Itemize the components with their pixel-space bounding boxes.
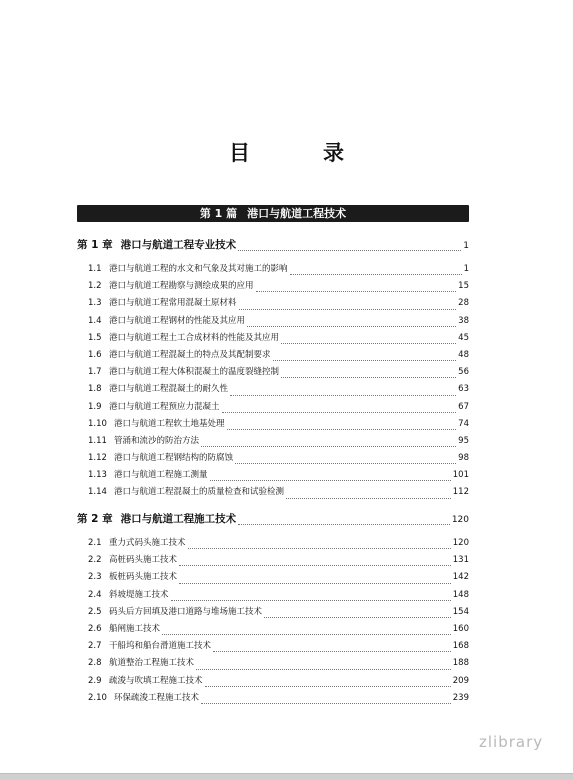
section-title: 港口与航道工程大体积混凝土的温度裂缝控制	[109, 367, 280, 378]
section-title: 板桩码头施工技术	[109, 572, 178, 583]
toc-section-item[interactable]	[77, 278, 469, 295]
chapter-page: 120	[451, 515, 469, 525]
leader-dots	[201, 445, 456, 447]
toc-section-item[interactable]	[77, 621, 469, 638]
section-title: 港口与航道工程施工测量	[114, 470, 208, 481]
section-number: 1.9	[88, 401, 102, 412]
section-page: 112	[452, 487, 469, 498]
toc-section-item[interactable]	[77, 261, 469, 278]
section-page: 95	[458, 435, 469, 446]
toc-section-item[interactable]	[77, 416, 469, 433]
part-label: 第 1 篇	[199, 207, 238, 220]
toc-section-item[interactable]	[77, 535, 469, 552]
toc-chapter-1	[77, 236, 469, 502]
section-number: 1.11	[88, 435, 107, 446]
section-title: 管涌和流沙的防治方法	[114, 435, 200, 446]
section-page: 28	[458, 298, 469, 309]
toc-section-item[interactable]	[77, 313, 469, 330]
section-page: 148	[452, 589, 469, 600]
section-number: 1.8	[88, 384, 102, 395]
toc-section-item[interactable]	[77, 690, 469, 707]
leader-dots	[281, 342, 456, 344]
section-title: 码头后方回填及港口道路与堆场施工技术	[109, 606, 263, 617]
section-number: 2.3	[88, 572, 102, 583]
section-number: 1.14	[88, 487, 107, 498]
leader-dots	[205, 685, 451, 687]
leader-dots	[188, 547, 451, 549]
toc-section-item[interactable]	[77, 587, 469, 604]
page-title: 目 录	[229, 140, 370, 165]
section-title: 港口与航道工程混凝土的特点及其配制要求	[109, 349, 271, 360]
section-page: 1	[463, 264, 469, 274]
leader-dots	[196, 668, 451, 670]
toc-section-item[interactable]	[77, 381, 469, 398]
section-page: 209	[452, 675, 469, 686]
toc-section-item[interactable]	[77, 484, 469, 501]
toc-section-item[interactable]	[77, 655, 469, 672]
leader-dots	[239, 308, 457, 310]
leader-dots	[238, 523, 450, 525]
toc-chapter-heading[interactable]	[77, 236, 469, 254]
section-page: 101	[452, 470, 469, 481]
section-page: 63	[458, 384, 469, 395]
section-title: 港口与航道工程常用混凝土原材料	[109, 298, 237, 309]
leader-dots	[264, 616, 451, 618]
section-title: 港口与航道工程预应力混凝土	[109, 401, 220, 412]
leader-dots	[179, 582, 451, 584]
section-title: 干船坞和船台滑道施工技术	[109, 641, 212, 652]
section-page: 48	[458, 349, 469, 360]
chapter-title: 港口与航道工程专业技术	[120, 239, 237, 251]
leader-dots	[238, 249, 461, 251]
section-title: 港口与航道工程土工合成材料的性能及其应用	[109, 332, 280, 343]
section-title: 疏浚与吹填工程施工技术	[109, 675, 203, 686]
section-page: 188	[452, 658, 469, 669]
section-number: 2.1	[88, 538, 102, 548]
section-number: 2.2	[88, 555, 102, 566]
section-number: 1.7	[88, 367, 102, 378]
section-page: 56	[458, 367, 469, 378]
leader-dots	[273, 359, 457, 361]
toc-section-list	[77, 261, 469, 502]
toc-chapter-2	[77, 510, 469, 707]
leader-dots	[281, 376, 456, 378]
toc-section-item[interactable]	[77, 295, 469, 312]
section-page: 239	[452, 692, 469, 703]
leader-dots	[162, 633, 451, 635]
section-page: 74	[458, 418, 469, 429]
section-title: 港口与航道工程软土地基处理	[114, 418, 225, 429]
toc-section-item[interactable]	[77, 604, 469, 621]
section-number: 2.7	[88, 641, 102, 652]
part-name: 港口与航道工程技术	[247, 207, 347, 220]
part-heading-bar	[77, 205, 469, 222]
leader-dots	[290, 273, 462, 275]
toc-section-item[interactable]	[77, 569, 469, 586]
section-page: 168	[452, 641, 469, 652]
section-page: 98	[458, 453, 469, 464]
leader-dots	[286, 497, 451, 499]
chapter-number: 第 1 章	[77, 239, 113, 251]
section-number: 2.8	[88, 658, 102, 669]
leader-dots	[179, 564, 451, 566]
toc-section-item[interactable]	[77, 673, 469, 690]
section-number: 2.5	[88, 606, 102, 617]
watermark-text: zlibrary	[479, 733, 544, 751]
section-page: 131	[452, 555, 469, 566]
leader-dots	[210, 479, 451, 481]
leader-dots	[227, 428, 457, 430]
section-page: 15	[458, 281, 469, 292]
leader-dots	[230, 394, 456, 396]
section-title: 船闸施工技术	[109, 623, 161, 634]
chapter-title: 港口与航道工程施工技术	[120, 513, 237, 525]
toc-section-item[interactable]	[77, 467, 469, 484]
toc-section-item[interactable]	[77, 450, 469, 467]
section-number: 2.10	[88, 692, 107, 703]
section-title: 港口与航道工程钢材的性能及其应用	[109, 315, 246, 326]
section-number: 1.10	[88, 418, 107, 429]
section-number: 1.2	[88, 281, 102, 292]
section-number: 1.3	[88, 298, 102, 309]
toc-section-list	[77, 535, 469, 707]
section-title: 港口与航道工程的水文和气象及其对施工的影响	[109, 264, 288, 274]
section-page: 120	[452, 538, 469, 548]
leader-dots	[256, 290, 457, 292]
toc-section-item[interactable]	[77, 552, 469, 569]
leader-dots	[171, 599, 451, 601]
section-title: 重力式码头施工技术	[109, 538, 186, 548]
section-page: 45	[458, 332, 469, 343]
section-title: 港口与航道工程混凝土的耐久性	[109, 384, 229, 395]
section-number: 1.5	[88, 332, 102, 343]
section-title: 高桩码头施工技术	[109, 555, 178, 566]
section-page: 160	[452, 623, 469, 634]
chapter-page: 1	[463, 241, 469, 251]
leader-dots	[201, 702, 451, 704]
section-number: 2.6	[88, 623, 102, 634]
section-number: 1.13	[88, 470, 107, 481]
toc-section-item[interactable]	[77, 638, 469, 655]
toc-section-item[interactable]	[77, 347, 469, 364]
section-title: 港口与航道工程钢结构的防腐蚀	[114, 453, 234, 464]
section-title: 航道整治工程施工技术	[109, 658, 195, 669]
toc-section-item[interactable]	[77, 433, 469, 450]
section-title: 斜坡堤施工技术	[109, 589, 169, 600]
toc-section-item[interactable]	[77, 364, 469, 381]
section-page: 154	[452, 606, 469, 617]
chapter-number: 第 2 章	[77, 513, 113, 525]
section-number: 2.9	[88, 675, 102, 686]
section-number: 1.6	[88, 349, 102, 360]
section-page: 142	[452, 572, 469, 583]
section-page: 38	[458, 315, 469, 326]
toc-section-item[interactable]	[77, 330, 469, 347]
section-number: 1.12	[88, 453, 107, 464]
leader-dots	[213, 650, 451, 652]
toc-section-item[interactable]	[77, 399, 469, 416]
section-title: 港口与航道工程混凝土的质量检查和试验检测	[114, 487, 285, 498]
section-title: 港口与航道工程勘察与测绘成果的应用	[109, 281, 254, 292]
section-number: 2.4	[88, 589, 102, 600]
section-title: 环保疏浚工程施工技术	[114, 692, 200, 703]
toc-chapter-heading[interactable]	[77, 510, 469, 528]
section-number: 1.1	[88, 264, 102, 274]
section-number: 1.4	[88, 315, 102, 326]
leader-dots	[235, 462, 456, 464]
section-page: 67	[458, 401, 469, 412]
leader-dots	[247, 325, 456, 327]
leader-dots	[222, 411, 457, 413]
